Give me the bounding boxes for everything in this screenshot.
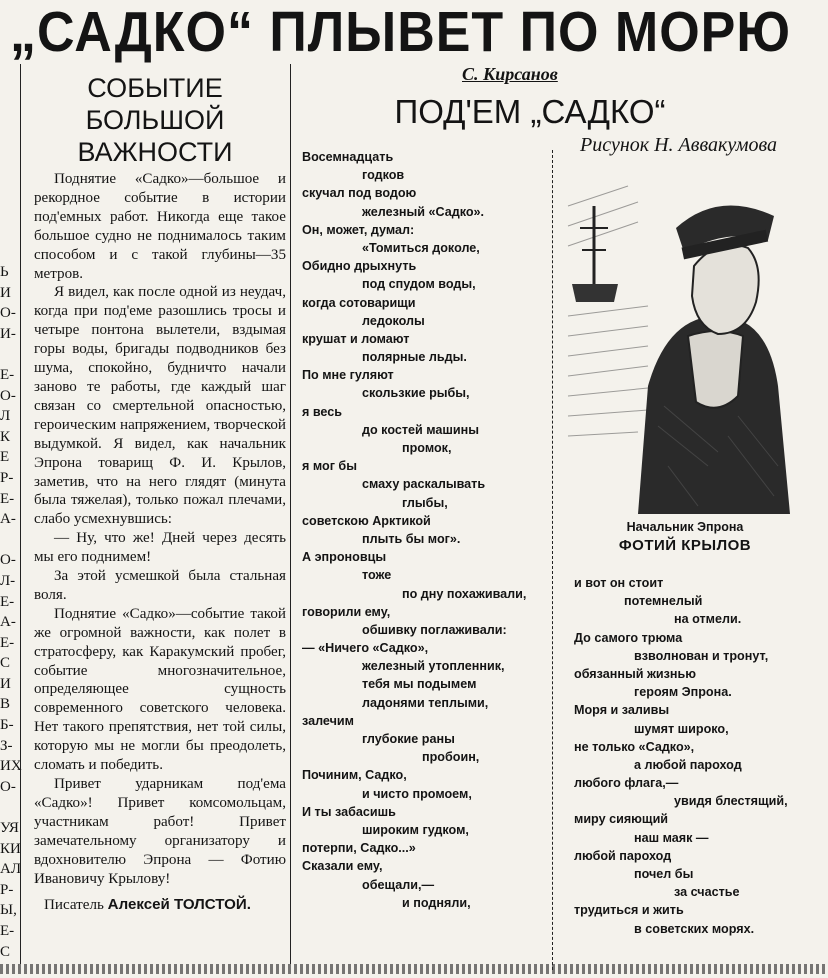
clipped-letter: И bbox=[0, 675, 11, 692]
clipped-letter: О- bbox=[0, 387, 16, 404]
clipped-letter: ИХ bbox=[0, 758, 22, 775]
clipped-letter: И bbox=[0, 284, 11, 301]
article-paragraph: Поднятие «Садко»—событие такой же огромной важности, как полет в стратосферу, как Каракумский пробег, событие многозначительное, определяющее сущность современного советского человека. Нет такого препятствия, нет той силы, которую мы не могли бы преодолеть, сломать и победить. bbox=[34, 605, 286, 774]
clipped-letter: О- bbox=[0, 552, 16, 569]
portrait-caption-role: Начальник Эпрона bbox=[626, 520, 744, 534]
clipped-letter: А- bbox=[0, 511, 16, 528]
clipped-letter: И- bbox=[0, 325, 16, 342]
clipped-letter: Л- bbox=[0, 572, 16, 589]
clipped-letter: З- bbox=[0, 737, 13, 754]
clipped-letter: Е- bbox=[0, 366, 15, 383]
column-divider-middle bbox=[290, 64, 291, 964]
clipped-letter: К bbox=[0, 428, 11, 445]
poem-line: По мне гуляют bbox=[302, 368, 394, 383]
poem-line: — «Ничего «Садко», bbox=[302, 641, 429, 656]
poem-line: за счастье bbox=[674, 885, 740, 900]
poem-line: потерпи, Садко...» bbox=[302, 841, 416, 856]
article-paragraph: За этой усмешкой была стальная воля. bbox=[34, 568, 286, 603]
poem-line: по дну похаживали, bbox=[402, 586, 527, 601]
column-divider-right bbox=[552, 150, 553, 970]
clipped-letter: Е- bbox=[0, 593, 15, 610]
clipped-left-column bbox=[0, 262, 22, 960]
poem-line: смаху раскалывать bbox=[362, 477, 486, 492]
poem-line: залечим bbox=[302, 713, 354, 728]
poem-line: советскою Арктикой bbox=[302, 513, 431, 528]
clipped-letter: Р- bbox=[0, 469, 14, 486]
poem-line: плыть бы мог». bbox=[362, 531, 461, 546]
poem-line: железный утопленник, bbox=[362, 659, 505, 674]
poem-line: любого флага,— bbox=[574, 776, 679, 791]
portrait-caption-name: ФОТИЙ КРЫЛОВ bbox=[618, 537, 752, 554]
signature-prefix: Писатель bbox=[44, 897, 104, 914]
poem-author: С. Кирсанов bbox=[462, 64, 558, 84]
poem-line: на отмели. bbox=[674, 612, 742, 627]
poem-line: полярные льды. bbox=[362, 350, 467, 365]
clipped-letter: С bbox=[0, 655, 11, 672]
article-body bbox=[34, 170, 286, 915]
poem-line: глыбы, bbox=[402, 495, 448, 510]
article-title-line: СОБЫТИЕ bbox=[87, 73, 223, 103]
clipped-letter: Е- bbox=[0, 923, 15, 939]
article-signature bbox=[34, 896, 286, 915]
poem-line: любой пароход bbox=[574, 848, 672, 863]
poem-line: говорили ему, bbox=[302, 604, 391, 619]
bottom-border bbox=[0, 964, 828, 974]
clipped-letter: Е- bbox=[0, 634, 15, 651]
poem-line: И ты забасишь bbox=[302, 804, 396, 819]
clipped-letter: УЯ bbox=[0, 820, 19, 837]
poem-line: в советских морях. bbox=[634, 921, 755, 936]
article-paragraph: Поднятие «Садко»—большое и рекордное событие в истории под'емных работ. Никогда еще такое большое судно не поднималось таким способом и с такой глубины—35 метров. bbox=[34, 171, 286, 282]
poem-line: обещали,— bbox=[362, 877, 435, 892]
poem-line: тоже bbox=[362, 568, 392, 583]
clipped-letter: С bbox=[0, 943, 11, 960]
poem-line: Сказали ему, bbox=[302, 859, 383, 874]
poem-line: я весь bbox=[302, 404, 343, 419]
poem-line: ледоколы bbox=[362, 313, 425, 328]
clipped-letter bbox=[0, 530, 18, 551]
poem-column-1 bbox=[302, 148, 552, 912]
poem-line: увидя блестящий, bbox=[674, 794, 788, 809]
signature-name: Алексей ТОЛСТОЙ. bbox=[107, 896, 251, 914]
poem-line: годков bbox=[362, 168, 405, 183]
portrait-illustration bbox=[568, 166, 790, 514]
poem-line: тебя мы подымем bbox=[362, 677, 477, 692]
poem-line: крушат и ломают bbox=[302, 331, 410, 346]
clipped-letter: О- bbox=[0, 305, 16, 322]
clipped-letter: О- bbox=[0, 778, 16, 795]
poem-line: и вот он стоит bbox=[574, 576, 664, 590]
poem-line: до костей машины bbox=[362, 422, 480, 437]
poem-line: широким гудком, bbox=[362, 822, 469, 837]
poem-line: пробоин, bbox=[422, 750, 480, 765]
clipped-letter: Ь bbox=[0, 264, 9, 280]
clipped-letter: КИ bbox=[0, 840, 21, 857]
poem-line: скользкие рыбы, bbox=[362, 386, 470, 401]
article-paragraph: Привет ударникам под'ема «Садко»! Привет комсомольцам, участникам работ! Привет замечательному организатору и вдохновителю Эпрона — Фотию Ивановичу Крылову! bbox=[34, 776, 286, 887]
article-title bbox=[50, 72, 260, 168]
poem-line: а любой пароход bbox=[634, 757, 742, 772]
clipped-letter: А- bbox=[0, 614, 16, 631]
poem-line: «Томиться доколе, bbox=[362, 240, 480, 255]
poem-line: не только «Садко», bbox=[574, 739, 695, 754]
article-paragraph: Я видел, как после одной из неудач, когда при под'еме разошлись тросы и четыре понтона вылетели, вздымая горы воды, бригады подводников без шума, спокойно, будничто начали заново те работы, где каждый шаг связан со смертельной опасностью, героическим напряжением, творческой выдумкой. Я видел, как начальник Эпрона товарищ Ф. И. Крылов, заметив, что на него глядят (минута была тяжелая), только пожал плечами, слабо усмехнувшись: bbox=[34, 284, 286, 528]
portrait-caption bbox=[590, 518, 780, 556]
poem-line: скучал под водою bbox=[302, 186, 417, 201]
column-divider-left bbox=[20, 64, 21, 964]
poem-line: и подняли, bbox=[402, 895, 471, 910]
poem-line: Моря и заливы bbox=[574, 703, 670, 718]
poem-line: До самого трюма bbox=[574, 630, 683, 645]
clipped-letter: Ы, bbox=[0, 902, 17, 919]
poem-line: Восемнадцать bbox=[302, 150, 394, 164]
article-title-line: ВАЖНОСТИ bbox=[77, 137, 233, 167]
poem-line: глубокие раны bbox=[362, 732, 455, 746]
clipped-letter bbox=[0, 797, 18, 818]
poem-line: почел бы bbox=[634, 867, 694, 881]
article-title-line: БОЛЬШОЙ bbox=[85, 105, 225, 135]
poem-line: наш маяк — bbox=[634, 830, 709, 845]
poem-line: когда сотоварищи bbox=[302, 295, 416, 310]
clipped-letter: Е- bbox=[0, 490, 15, 507]
poem-line: миру сияющий bbox=[574, 812, 669, 827]
poem-line: обшивку поглаживали: bbox=[362, 622, 507, 637]
poem-column-2 bbox=[574, 574, 820, 938]
poem-line: трудиться и жить bbox=[574, 903, 684, 918]
poem-line: под спудом воды, bbox=[362, 277, 476, 292]
clipped-letter: В bbox=[0, 696, 11, 713]
poem-line: железный «Садко». bbox=[362, 204, 485, 219]
poem-line: потемнелый bbox=[624, 594, 703, 609]
poem-line: взволнован и тронут, bbox=[634, 648, 769, 663]
clipped-letter: Л bbox=[0, 408, 11, 425]
poem-line: Обидно дрыхнуть bbox=[302, 259, 417, 274]
illustration-credit: Рисунок Н. Аввакумова bbox=[580, 134, 778, 156]
page-headline: „САДКО“ ПЛЫВЕТ ПО МОРЮ bbox=[10, 1, 791, 64]
clipped-letter bbox=[0, 344, 18, 365]
clipped-letter: Б- bbox=[0, 717, 14, 734]
poem-line: и чисто промоем, bbox=[362, 786, 472, 801]
poem-title: ПОД'ЕМ „САДКО“ bbox=[394, 93, 666, 130]
poem-line: А эпроновцы bbox=[302, 550, 387, 565]
article-paragraph: — Ну, что же! Дней через десять мы его поднимем! bbox=[34, 530, 286, 566]
poem-line: Он, может, думал: bbox=[302, 222, 415, 237]
poem-line: героям Эпрона. bbox=[634, 685, 732, 700]
poem-line: промок, bbox=[402, 441, 452, 455]
clipped-letter: АЛ bbox=[0, 861, 22, 878]
poem-line: я мог бы bbox=[302, 459, 357, 474]
clipped-letter: Р- bbox=[0, 881, 14, 898]
poem-line: ладонями теплыми, bbox=[362, 695, 489, 710]
poem-line: обязанный жизнью bbox=[574, 666, 696, 681]
poem-line: Починим, Садко, bbox=[302, 768, 407, 783]
clipped-letter: Е bbox=[0, 449, 10, 466]
poem-line: шумят широко, bbox=[634, 721, 729, 736]
